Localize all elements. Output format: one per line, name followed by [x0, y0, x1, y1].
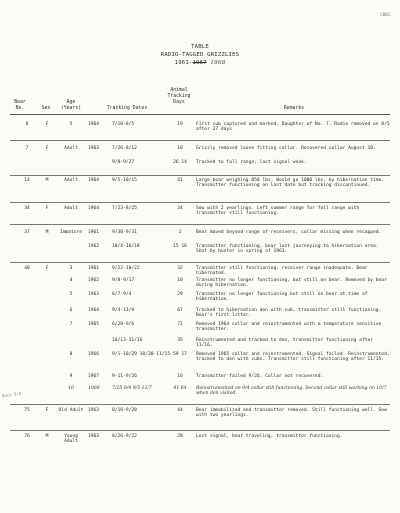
- cell-sex: F: [45, 266, 49, 271]
- cell-tracking-dates: 10/13-11/16: [112, 338, 143, 343]
- cell-tracking-dates: 7/23-8/25: [112, 206, 137, 211]
- cell-tracking-days: 71: [177, 322, 183, 327]
- cell-tracking-days: 29: [177, 292, 183, 297]
- cell-remarks: Transmitter no longer functioning but still on bear at time of hibernation.: [196, 292, 368, 303]
- years-struck: 1967: [192, 60, 207, 66]
- cell-remarks: Transmitter no longer functioning, but still on bear. Removed by bear during hibernation.: [196, 278, 387, 289]
- cell-age: 4: [69, 278, 73, 283]
- table-title: TABLE: [191, 44, 209, 50]
- cell-year: 1963: [88, 434, 100, 439]
- years-range: [0, 60, 400, 66]
- cell-bear-no: 34: [24, 206, 30, 211]
- cell-remarks: Removed 1965 collar and reinstrumented. Signal failed. Reinstrumented, tracked to den with cubs. Transmitter still functioning after 11/15.: [196, 352, 390, 363]
- header-sex: Sex: [41, 106, 51, 111]
- cell-bear-no: 7: [25, 146, 29, 151]
- cell-year: 1963: [88, 146, 100, 151]
- cell-remarks: Bear moved beyond range of receivers, collar missing when recapped.: [196, 230, 382, 235]
- cell-tracking-days: 41: [177, 178, 183, 183]
- cell-tracking-days: 10: [177, 278, 183, 283]
- cell-tracking-dates: 9/5-10/15: [112, 178, 137, 183]
- cell-age: Immature: [59, 230, 83, 235]
- cell-age: 3: [69, 266, 73, 271]
- cell-sex: M: [45, 178, 49, 183]
- corner-mark: C001: [380, 12, 390, 17]
- cell-age: 5: [69, 122, 73, 127]
- cell-remarks: Removed 1964 collar and reinstrumented with a temperature sensitive transmitter.: [196, 322, 382, 333]
- cell-year: 1965: [88, 322, 100, 327]
- table-subtitle: RADIO-TAGGED GRIZZLIES: [160, 52, 240, 58]
- cell-remarks: Reinstrumented on 9/4 collar still functioning. Second collar still working on 10/7 when den visited.: [196, 386, 387, 397]
- cell-age: Adult: [64, 146, 78, 151]
- cell-remarks: Bear immobilized and transmitter removed. Still functioning well. Sow with two yearlings.: [196, 408, 387, 419]
- row-divider: [10, 404, 390, 405]
- row-divider: [10, 175, 390, 176]
- cell-year: 1961: [88, 230, 100, 235]
- row-divider: [10, 262, 390, 263]
- cell-tracking-days: 26 14: [173, 160, 187, 165]
- cell-sex: F: [45, 408, 49, 413]
- header-age: Age (Years): [60, 100, 82, 111]
- cell-year: 1961: [88, 266, 100, 271]
- cell-tracking-dates: 9/1-10/29 10/30-11/15: [112, 352, 171, 357]
- header-tracking-dates: Tracking Dates: [106, 106, 148, 111]
- cell-year: 1962: [88, 244, 100, 249]
- cell-age: Adult: [64, 178, 78, 183]
- cell-remarks: Lost signal, bear traveling, transmitter functioning.: [196, 434, 343, 439]
- cell-tracking-days: 19: [177, 122, 183, 127]
- cell-tracking-dates: 9/22-10/22: [112, 266, 140, 271]
- cell-remarks: First cub captured and marked. Daughter of No. 7. Radio removed on 8/5 after 27 days: [196, 122, 390, 133]
- cell-tracking-dates: 8/7-9/4: [112, 292, 132, 297]
- row-divider: [10, 430, 390, 431]
- cell-age: 10: [68, 386, 74, 391]
- cell-age: Old Adult: [58, 408, 84, 413]
- cell-tracking-days: 34: [177, 206, 183, 211]
- cell-tracking-dates: 9/30-9/31: [112, 230, 137, 235]
- cell-remarks: Tracked to hibernation den with cub, transmitter still functioning. Bear's first litter.: [196, 308, 382, 319]
- cell-remarks: Transmitter failed 9/26. Collar not recovered.: [196, 374, 324, 379]
- cell-age: Adult: [64, 206, 78, 211]
- header-rule: [10, 114, 390, 115]
- row-divider: [10, 224, 390, 225]
- cell-remarks: Sow with 2 yearlings. Left summer range for fall range with transmitter still functioning.: [196, 206, 360, 217]
- cell-age: 8: [69, 352, 73, 357]
- cell-tracking-dates: 9-11-9/26: [112, 374, 137, 379]
- cell-tracking-days: 18: [177, 146, 183, 151]
- cell-tracking-dates: 10/4-10/18: [112, 244, 140, 249]
- cell-year: 1962: [88, 278, 100, 283]
- cell-tracking-dates: 8/16-9/28: [112, 408, 137, 413]
- cell-tracking-dates: 7/25-9/4 9/5-11/7: [112, 386, 152, 391]
- cell-tracking-days: 41 64: [173, 386, 187, 391]
- cell-tracking-days: 28: [177, 434, 183, 439]
- cell-tracking-dates: 8/26-9/22: [112, 434, 137, 439]
- cell-tracking-dates: 7/10-8/5: [112, 122, 135, 127]
- cell-remarks: Large boar weighing 850 lbs. Would go 1000 lbs. by hibernation time. Transmitter functioning on last date but tracking discontinued.: [196, 178, 385, 189]
- cell-bear-no: 75: [24, 408, 30, 413]
- cell-year: 1968: [88, 386, 100, 391]
- cell-bear-no: 40: [24, 266, 30, 271]
- cell-bear-no: 14: [24, 178, 30, 183]
- cell-sex: M: [45, 434, 49, 439]
- cell-remarks: Transmitter still functioning, receiver range inadequate. Bear hibernated.: [196, 266, 368, 277]
- cell-year: 1963: [88, 408, 100, 413]
- cell-tracking-days: 67: [177, 308, 183, 313]
- cell-remarks: Transmitter functioning, bear lost journeying to hibernation area. Shot by hunter in spring of 1963.: [196, 244, 379, 255]
- cell-sex: F: [45, 206, 49, 211]
- cell-age: 9: [69, 374, 73, 379]
- header-remarks: Remarks: [283, 106, 305, 111]
- cell-year: 1966: [88, 352, 100, 357]
- cell-age: 7: [69, 322, 73, 327]
- cell-remarks: Grizzly removed loose fitting collar. Recovered collar August 10.: [196, 146, 376, 151]
- cell-tracking-dates: 9/8-9/27: [112, 160, 135, 165]
- row-divider: [10, 140, 390, 141]
- cell-bear-no: 6: [25, 122, 29, 127]
- cell-tracking-days: 44: [177, 408, 183, 413]
- cell-tracking-days: 16: [177, 374, 183, 379]
- margin-note: Back 9/6: [1, 390, 22, 399]
- header-bear-no: Bear No.: [14, 100, 26, 111]
- cell-bear-no: 76: [24, 434, 30, 439]
- cell-year: 1964: [88, 308, 100, 313]
- cell-remarks: Tracked to fall range, last signal weak.: [196, 160, 307, 165]
- cell-tracking-dates: 7/26-8/12: [112, 146, 137, 151]
- cell-bear-no: 37: [24, 230, 30, 235]
- cell-age: 5: [69, 292, 73, 297]
- cell-tracking-days: 15 16: [173, 244, 187, 249]
- cell-sex: F: [45, 146, 49, 151]
- cell-year: 1963: [88, 292, 100, 297]
- cell-tracking-days: 59 17: [173, 352, 187, 357]
- cell-year: 1964: [88, 178, 100, 183]
- cell-sex: F: [45, 122, 49, 127]
- cell-tracking-days: 35: [177, 338, 183, 343]
- cell-year: 1964: [88, 122, 100, 127]
- header-animal-tracking-days: Animal Tracking Days: [167, 88, 191, 105]
- cell-tracking-dates: 9/4-11/9: [112, 308, 135, 313]
- cell-tracking-days: 1: [178, 230, 182, 235]
- cell-year: 1967: [88, 374, 100, 379]
- cell-year: 1964: [88, 206, 100, 211]
- cell-age: 6: [69, 308, 73, 313]
- cell-tracking-dates: 6/28-9/6: [112, 322, 135, 327]
- years-start: 1961-: [174, 60, 193, 66]
- cell-sex: M: [45, 230, 49, 235]
- cell-tracking-dates: 9/8-9/17: [112, 278, 135, 283]
- cell-age: Young Adult: [64, 434, 78, 445]
- cell-tracking-days: 32: [177, 266, 183, 271]
- row-divider: [10, 202, 390, 203]
- cell-remarks: Reinstrumented and tracked to den, transmitter functioning after 11/16.: [196, 338, 374, 349]
- years-handwritten: 1968: [210, 60, 226, 66]
